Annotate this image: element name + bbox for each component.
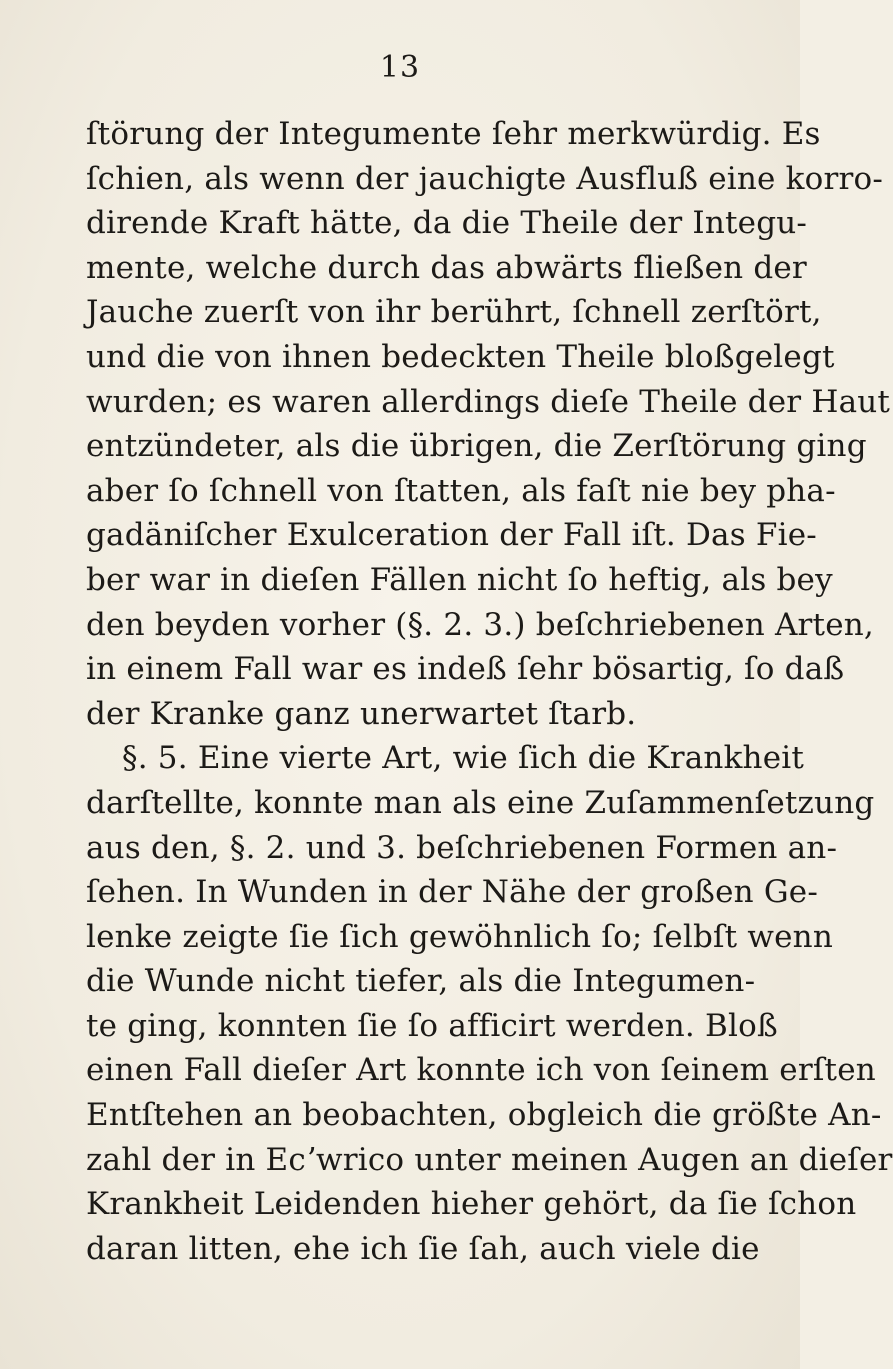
text-line: darſtellte, konnte man als eine Zuſammenſetzung — [86, 784, 875, 821]
text-line: aber ſo ſchnell von ſtatten, als faſt nie bey pha- — [86, 472, 836, 509]
text-line: ſehen. In Wunden in der Nähe der großen Ge- — [86, 874, 819, 911]
text-line: dirende Kraft hätte, da die Theile der Integu- — [86, 205, 808, 242]
section-heading-line: §. 5. Eine vierte Art, wie ſich die Krankheit — [122, 740, 805, 777]
text-line: einen Fall dieſer Art konnte ich von ſeinem erſten — [86, 1052, 876, 1089]
text-line: zahl der in Ecʼwrico unter meinen Augen an dieſer — [86, 1141, 893, 1178]
text-line: gadäniſcher Exulceration der Fall iſt. Das Fie- — [86, 517, 817, 554]
body-text — [86, 112, 893, 1271]
text-line: der Kranke ganz unerwartet ſtarb. — [86, 695, 637, 732]
text-line: Jauche zuerſt von ihr berührt, ſchnell zerſtört, — [86, 294, 822, 331]
page-number: 13 — [379, 50, 421, 85]
text-line: daran litten, ehe ich ſie ſah, auch viele die — [86, 1230, 760, 1267]
text-line: ſchien, als wenn der jauchigte Ausfluß eine korro- — [86, 160, 884, 197]
text-line: mente, welche durch das abwärts fließen der — [86, 249, 807, 286]
text-line: und die von ihnen bedeckten Theile bloßgelegt — [86, 338, 835, 375]
text-line: Krankheit Leidenden hieher gehört, da ſie ſchon — [86, 1186, 857, 1223]
text-line: ber war in dieſen Fällen nicht ſo heftig, als bey — [86, 561, 833, 598]
text-line: in einem Fall war es indeß ſehr bösartig, ſo daß — [86, 651, 845, 688]
text-line: Entſtehen an beobachten, obgleich die größte An- — [86, 1097, 882, 1134]
text-line: lenke zeigte ſie ſich gewöhnlich ſo; ſelbſt wenn — [86, 918, 834, 955]
text-line: ſtörung der Integumente ſehr merkwürdig. Es — [86, 116, 821, 152]
text-line: wurden; es waren allerdings dieſe Theile der Haut — [86, 383, 891, 420]
text-line: te ging, konnten ſie ſo afficirt werden. Bloß — [86, 1007, 778, 1044]
text-line: aus den, §. 2. und 3. beſchriebenen Formen an- — [86, 829, 838, 866]
text-line: den beyden vorher (§. 2. 3.) beſchriebenen Arten, — [86, 606, 874, 643]
text-line: die Wunde nicht tiefer, als die Integumen- — [86, 963, 756, 1000]
text-line: entzündeter, als die übrigen, die Zerſtörung ging — [86, 428, 867, 465]
